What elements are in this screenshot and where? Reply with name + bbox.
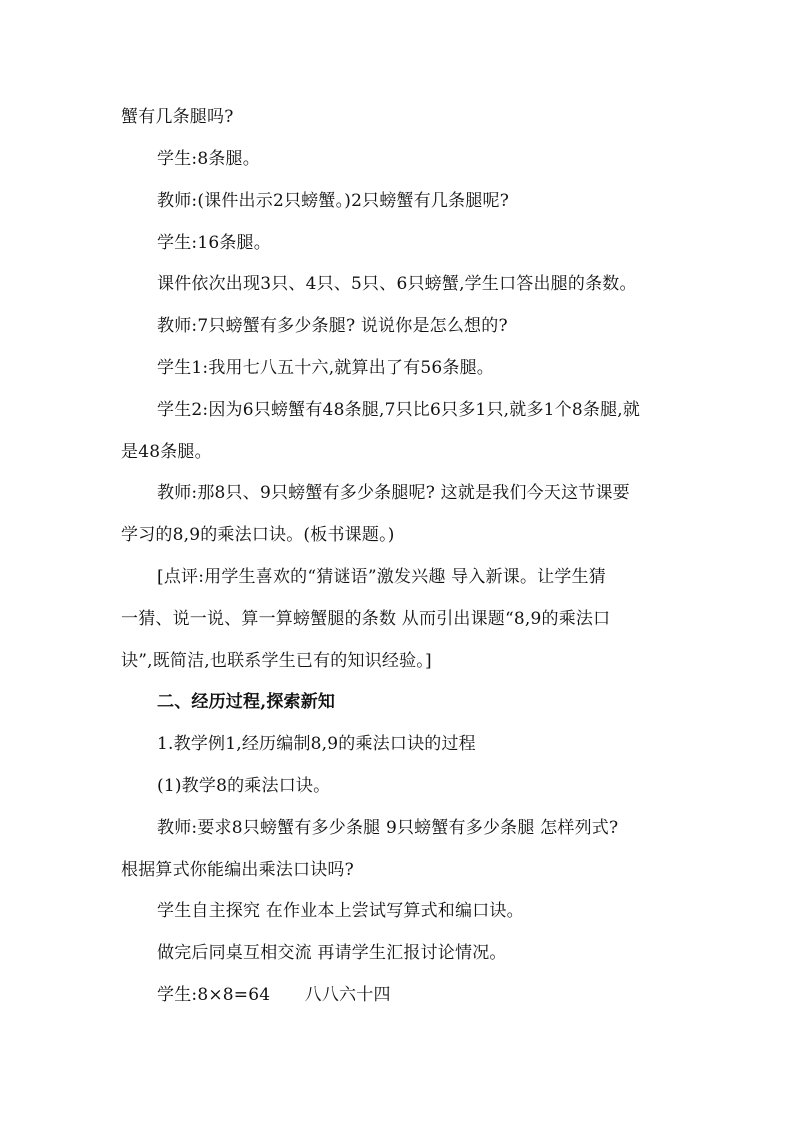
text-line-17: (1)教学8的乘法口诀。 xyxy=(157,776,331,796)
text-line-10: 教师:那8只、9只螃蟹有多少条腿呢? 这就是我们今天这节课要 xyxy=(157,483,630,503)
text-line-21: 做完后同桌互相交流 再请学生汇报讨论情况。 xyxy=(157,943,507,963)
section-heading: 二、经历过程,探索新知 xyxy=(157,692,336,712)
text-line-8: 学生2:因为6只螃蟹有48条腿,7只比6只多1只,就多1个8条腿,就 xyxy=(157,400,641,420)
text-line-6: 教师:7只螃蟹有多少条腿? 说说你是怎么想的? xyxy=(157,316,508,336)
text-line-3: 教师:(课件出示2只螃蟹。)2只螃蟹有几条腿呢? xyxy=(157,191,510,211)
text-line-5: 课件依次出现3只、4只、5只、6只螃蟹,学生口答出腿的条数。 xyxy=(157,274,637,294)
text-line-22: 学生:8×8=64 八八六十四 xyxy=(157,985,391,1005)
text-line-18: 教师:要求8只螃蟹有多少条腿 9只螃蟹有多少条腿 怎样列式? xyxy=(157,818,619,838)
text-line-4: 学生:16条腿。 xyxy=(157,233,271,253)
text-line-16: 1.教学例1,经历编制8,9的乘法口诀的过程 xyxy=(157,734,476,754)
text-line-12: [点评:用学生喜欢的“猜谜语”激发兴趣 导入新课。让学生猜 xyxy=(157,567,606,587)
text-line-2: 学生:8条腿。 xyxy=(157,149,260,169)
text-line-19: 根据算式你能编出乘法口诀吗? xyxy=(121,860,354,880)
text-line-11: 学习的8,9的乘法口诀。(板书课题。) xyxy=(121,525,395,545)
text-line-14: 诀”,既简洁,也联系学生已有的知识经验。] xyxy=(121,651,432,671)
text-line-9: 是48条腿。 xyxy=(121,442,212,462)
text-line-20: 学生自主探究 在作业本上尝试写算式和编口诀。 xyxy=(157,901,524,921)
text-line-7: 学生1:我用七八五十六,就算出了有56条腿。 xyxy=(157,358,494,378)
text-line-1: 蟹有几条腿吗? xyxy=(121,107,234,127)
text-line-13: 一猜、说一说、算一算螃蟹腿的条数 从而引出课题“8,9的乘法口 xyxy=(121,609,611,629)
